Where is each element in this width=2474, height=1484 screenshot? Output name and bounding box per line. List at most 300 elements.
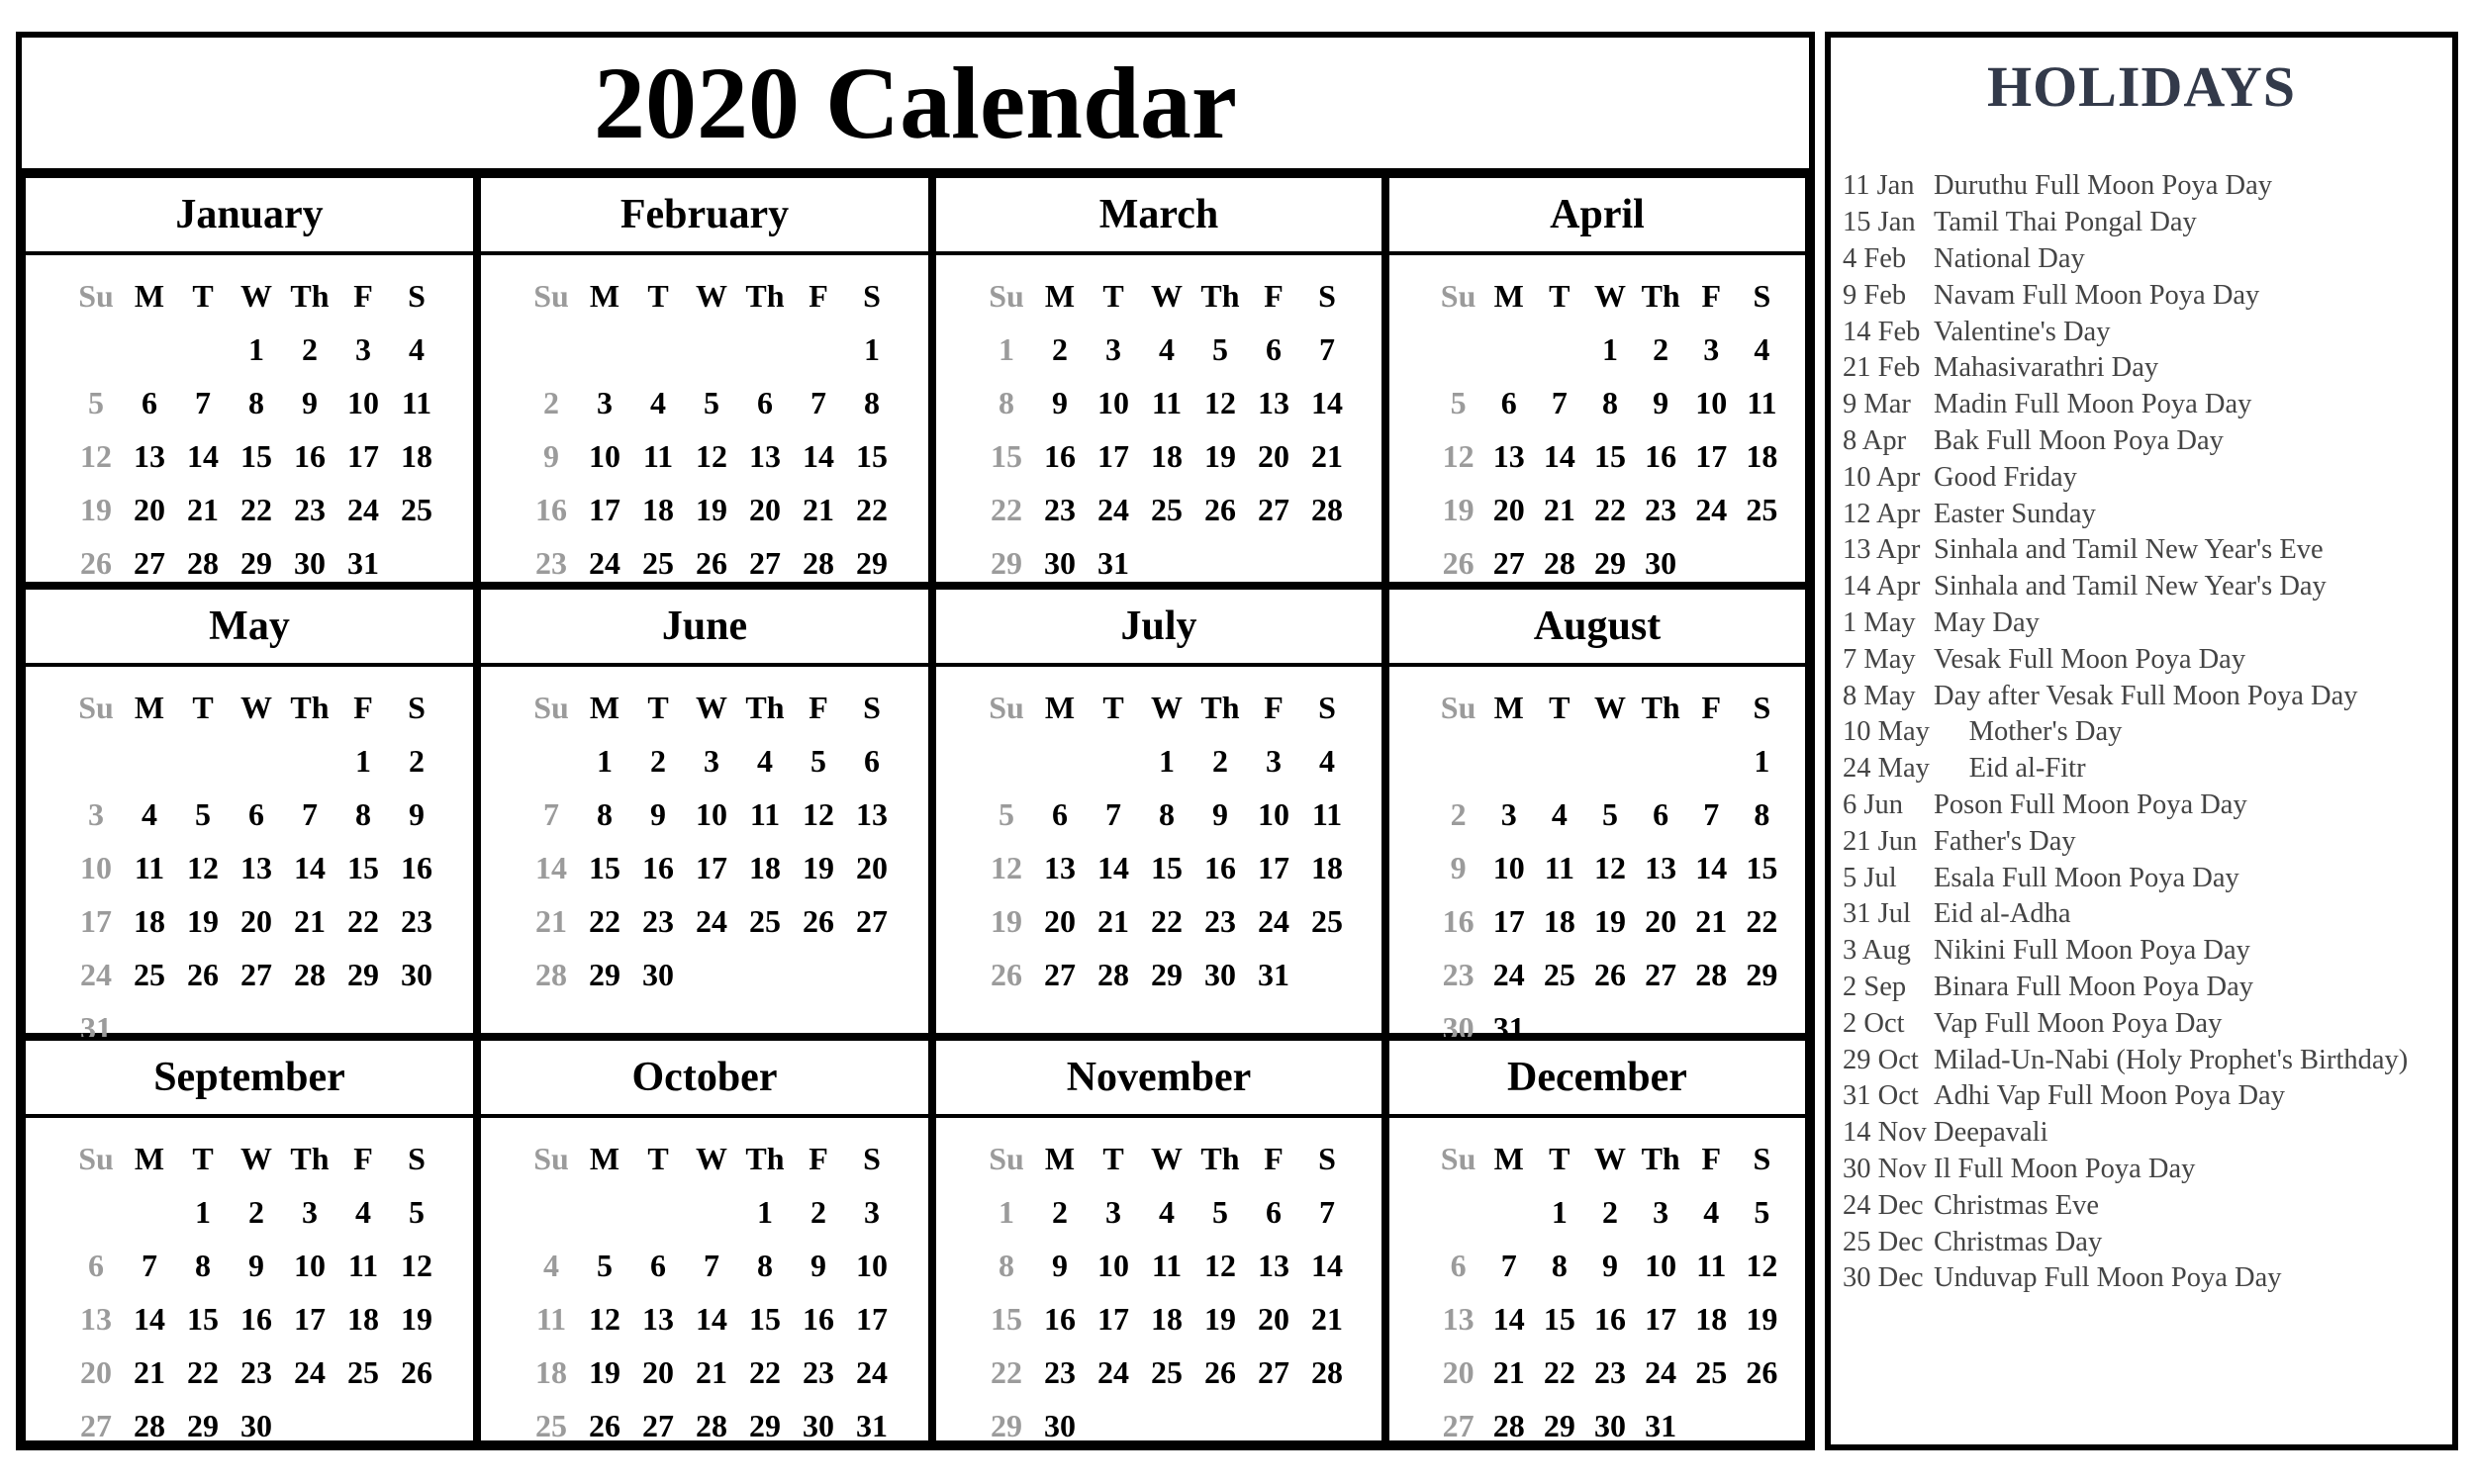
day-cell: 19 — [991, 902, 1022, 939]
day-cell: 26 — [1593, 956, 1626, 992]
weekday-header: S — [408, 689, 426, 725]
day-cell: 30 — [1442, 1009, 1475, 1046]
holiday-date: 2 Oct — [1843, 1007, 1905, 1039]
holiday-item — [1843, 459, 2448, 496]
day-cell: 8 — [864, 384, 880, 420]
day-cell: 5 — [409, 1193, 425, 1230]
day-cell: 13 — [134, 437, 165, 474]
weekday-header: Th — [1641, 689, 1680, 725]
day-cell: 25 — [401, 491, 432, 527]
day-cell: 19 — [1204, 1300, 1236, 1337]
weekday-header: T — [1549, 689, 1570, 725]
day-cell: 26 — [401, 1353, 432, 1390]
day-cell: 26 — [187, 956, 219, 992]
day-cell: 5 — [810, 742, 826, 779]
day-cell: 26 — [1746, 1353, 1778, 1390]
day-cell: 8 — [597, 795, 613, 832]
weekday-header: W — [1593, 277, 1626, 314]
weekday-header: W — [1151, 689, 1183, 725]
day-cell: 26 — [696, 544, 727, 581]
day-cell: 1 — [757, 1193, 773, 1230]
weekday-header: F — [1264, 689, 1284, 725]
weekday-header: S — [1318, 277, 1336, 314]
calendar-panel — [16, 32, 1815, 1450]
day-cell: 8 — [757, 1247, 773, 1283]
day-cell: 27 — [1258, 1353, 1289, 1390]
day-cell: 15 — [749, 1300, 781, 1337]
day-cell: 27 — [80, 1407, 112, 1443]
day-grid — [1389, 269, 1805, 590]
day-cell: 19 — [80, 491, 112, 527]
day-cell: 15 — [240, 437, 272, 474]
holiday-item — [1843, 1078, 2448, 1115]
day-cell: 25 — [1695, 1353, 1728, 1390]
holiday-item — [1843, 1005, 2448, 1042]
day-cell: 24 — [1258, 902, 1289, 939]
day-cell: 20 — [1258, 437, 1289, 474]
week-row — [936, 429, 1381, 483]
weekday-header: T — [647, 1140, 669, 1176]
day-grid — [936, 269, 1381, 590]
day-cell: 12 — [80, 437, 112, 474]
weekday-header: F — [1264, 277, 1284, 314]
day-cell: 13 — [749, 437, 781, 474]
month-name: July — [936, 590, 1381, 667]
day-cell: 10 — [856, 1247, 888, 1283]
weekday-header: Th — [290, 277, 330, 314]
week-row — [26, 788, 473, 841]
day-cell: 14 — [1492, 1300, 1525, 1337]
day-cell: 5 — [597, 1247, 613, 1283]
day-cell: 26 — [991, 956, 1022, 992]
day-cell: 11 — [1544, 849, 1574, 885]
day-cell: 7 — [1105, 795, 1121, 832]
day-cell: 28 — [1311, 491, 1343, 527]
day-cell: 15 — [347, 849, 379, 885]
day-cell: 22 — [1151, 902, 1183, 939]
holiday-date: 13 Apr — [1843, 534, 1921, 566]
holiday-item — [1843, 678, 2448, 714]
week-row — [1389, 841, 1805, 894]
day-cell: 26 — [1442, 544, 1475, 581]
week-row — [1389, 1292, 1805, 1345]
day-cell: 15 — [856, 437, 888, 474]
holiday-date: 14 Nov — [1843, 1117, 1927, 1149]
day-cell: 13 — [1258, 384, 1289, 420]
day-cell: 4 — [1319, 742, 1335, 779]
day-cell: 14 — [1311, 1247, 1343, 1283]
day-cell: 22 — [1746, 902, 1778, 939]
day-cell: 3 — [1105, 330, 1121, 367]
holidays-panel — [1825, 32, 2458, 1450]
week-row — [1389, 1239, 1805, 1292]
day-cell: 31 — [1258, 956, 1289, 992]
day-cell: 6 — [142, 384, 157, 420]
weekday-header: Su — [1440, 689, 1476, 725]
weekday-header: Su — [1440, 1140, 1476, 1176]
holiday-item — [1843, 350, 2448, 387]
day-cell: 29 — [589, 956, 620, 992]
holiday-date: 9 Mar — [1843, 389, 1911, 420]
day-cell: 25 — [134, 956, 165, 992]
holiday-date: 30 Nov — [1843, 1153, 1927, 1184]
day-cell: 2 — [810, 1193, 826, 1230]
day-cell: 28 — [696, 1407, 727, 1443]
week-row — [1389, 788, 1805, 841]
holiday-item — [1843, 970, 2448, 1006]
day-cell: 28 — [1543, 544, 1575, 581]
week-row — [936, 1185, 1381, 1239]
weekday-header: Su — [989, 689, 1024, 725]
holiday-date: 24 May — [1843, 753, 1930, 785]
holiday-date: 14 Apr — [1843, 571, 1921, 603]
day-cell: 24 — [1695, 491, 1728, 527]
day-cell: 21 — [696, 1353, 727, 1390]
day-cell: 19 — [589, 1353, 620, 1390]
page-title: 2020 Calendar — [22, 38, 1809, 174]
day-cell: 1 — [999, 1193, 1014, 1230]
day-cell: 11 — [642, 437, 674, 474]
month-august — [1385, 586, 1809, 1046]
weekday-header-row — [1389, 269, 1805, 323]
holiday-date: 2 Sep — [1843, 971, 1907, 1002]
day-cell: 10 — [1097, 1247, 1129, 1283]
day-cell: 10 — [1645, 1247, 1677, 1283]
day-grid — [481, 1132, 928, 1452]
day-cell: 17 — [1097, 1300, 1129, 1337]
day-cell: 17 — [294, 1300, 326, 1337]
day-cell: 14 — [294, 849, 326, 885]
holiday-name: Father's Day — [1934, 825, 2076, 857]
holiday-item — [1843, 1224, 2448, 1260]
day-cell: 23 — [1204, 902, 1236, 939]
week-row — [26, 1292, 473, 1345]
day-cell: 17 — [1695, 437, 1728, 474]
weekday-header: T — [192, 689, 214, 725]
day-cell: 11 — [749, 795, 781, 832]
day-cell: 7 — [704, 1247, 719, 1283]
day-cell: 19 — [1442, 491, 1475, 527]
day-cell: 19 — [1204, 437, 1236, 474]
day-cell: 2 — [409, 742, 425, 779]
holiday-item — [1843, 714, 2448, 751]
holiday-name: May Day — [1934, 606, 2040, 638]
day-cell: 21 — [294, 902, 326, 939]
day-cell: 13 — [1645, 849, 1677, 885]
day-cell: 23 — [401, 902, 432, 939]
week-row — [26, 483, 473, 536]
day-cell: 13 — [240, 849, 272, 885]
day-cell: 17 — [856, 1300, 888, 1337]
day-cell: 11 — [1747, 384, 1777, 420]
day-cell: 27 — [1492, 544, 1525, 581]
weekday-header-row — [481, 681, 928, 734]
holiday-name: Il Full Moon Poya Day — [1934, 1153, 2196, 1184]
day-cell: 27 — [240, 956, 272, 992]
weekday-header: F — [353, 1140, 373, 1176]
weekday-header: M — [1044, 689, 1076, 725]
day-cell: 27 — [1442, 1407, 1475, 1443]
week-row — [936, 323, 1381, 376]
day-cell: 1 — [248, 330, 264, 367]
day-cell: 28 — [1695, 956, 1728, 992]
holiday-item — [1843, 168, 2448, 205]
weekday-header: M — [134, 1140, 165, 1176]
day-cell: 16 — [803, 1300, 834, 1337]
day-cell: 28 — [1492, 1407, 1525, 1443]
month-name: March — [936, 178, 1381, 255]
day-cell: 1 — [999, 330, 1014, 367]
day-cell: 12 — [1204, 1247, 1236, 1283]
day-cell: 25 — [347, 1353, 379, 1390]
day-cell: 27 — [642, 1407, 674, 1443]
day-cell: 4 — [543, 1247, 559, 1283]
day-cell: 16 — [1044, 1300, 1076, 1337]
day-cell: 18 — [1311, 849, 1343, 885]
week-row — [1389, 483, 1805, 536]
month-october — [477, 1037, 932, 1444]
day-cell: 25 — [1543, 956, 1575, 992]
day-cell: 14 — [134, 1300, 165, 1337]
day-cell: 15 — [589, 849, 620, 885]
day-cell: 5 — [88, 384, 104, 420]
day-cell: 30 — [240, 1407, 272, 1443]
day-cell: 13 — [1258, 1247, 1289, 1283]
day-cell: 25 — [749, 902, 781, 939]
holiday-date: 12 Apr — [1843, 498, 1921, 529]
week-row — [481, 323, 928, 376]
day-grid — [26, 269, 473, 590]
day-cell: 28 — [294, 956, 326, 992]
holiday-item — [1843, 569, 2448, 605]
holiday-date: 11 Jan — [1843, 170, 1915, 202]
day-cell: 20 — [134, 491, 165, 527]
weekday-header-row — [481, 1132, 928, 1185]
weekday-header: S — [1318, 1140, 1336, 1176]
day-cell: 10 — [696, 795, 727, 832]
holiday-item — [1843, 641, 2448, 678]
day-grid — [26, 681, 473, 1055]
day-cell: 28 — [134, 1407, 165, 1443]
weekday-header: M — [134, 689, 165, 725]
day-cell: 29 — [240, 544, 272, 581]
day-cell: 25 — [535, 1407, 567, 1443]
holiday-item — [1843, 823, 2448, 860]
holiday-name: Good Friday — [1934, 461, 2077, 493]
day-cell: 4 — [1159, 330, 1175, 367]
week-row — [481, 948, 928, 1001]
day-cell: 3 — [88, 795, 104, 832]
day-cell: 29 — [187, 1407, 219, 1443]
day-cell: 21 — [1311, 437, 1343, 474]
day-cell: 16 — [1044, 437, 1076, 474]
holiday-name: National Day — [1934, 242, 2085, 274]
holiday-date: 25 Dec — [1843, 1226, 1924, 1257]
day-cell: 28 — [1097, 956, 1129, 992]
day-cell: 26 — [1204, 491, 1236, 527]
day-grid — [1389, 1132, 1805, 1452]
day-cell: 23 — [642, 902, 674, 939]
week-row — [936, 1399, 1381, 1452]
day-cell: 7 — [1703, 795, 1720, 832]
holiday-item — [1843, 896, 2448, 933]
day-cell: 10 — [1695, 384, 1728, 420]
day-cell: 4 — [355, 1193, 371, 1230]
holiday-item — [1843, 1152, 2448, 1188]
weekday-header: F — [809, 1140, 828, 1176]
day-cell: 6 — [248, 795, 264, 832]
day-cell: 12 — [1746, 1247, 1778, 1283]
day-cell: 7 — [543, 795, 559, 832]
day-cell: 5 — [999, 795, 1014, 832]
weekday-header: Th — [1641, 277, 1680, 314]
week-row — [481, 841, 928, 894]
weekday-header-row — [936, 1132, 1381, 1185]
weekday-header: Th — [290, 689, 330, 725]
day-cell: 11 — [535, 1300, 567, 1337]
day-cell: 17 — [1645, 1300, 1677, 1337]
holiday-name: Nikini Full Moon Poya Day — [1934, 935, 2250, 967]
day-cell: 21 — [1695, 902, 1728, 939]
holiday-date: 31 Oct — [1843, 1080, 1919, 1112]
week-row — [936, 948, 1381, 1001]
holiday-date: 10 Apr — [1843, 461, 1921, 493]
day-cell: 16 — [1442, 902, 1475, 939]
day-cell: 18 — [1543, 902, 1575, 939]
day-cell: 8 — [248, 384, 264, 420]
day-cell: 26 — [803, 902, 834, 939]
day-cell: 6 — [1266, 330, 1282, 367]
day-cell: 24 — [1097, 491, 1129, 527]
day-cell: 27 — [1258, 491, 1289, 527]
weekday-header: T — [1102, 1140, 1124, 1176]
day-cell: 16 — [642, 849, 674, 885]
day-cell: 1 — [1551, 1193, 1568, 1230]
day-cell: 23 — [803, 1353, 834, 1390]
week-row — [936, 841, 1381, 894]
day-cell: 6 — [1450, 1247, 1467, 1283]
week-row — [936, 1345, 1381, 1399]
day-cell: 9 — [1212, 795, 1228, 832]
holiday-name: Duruthu Full Moon Poya Day — [1934, 170, 2272, 202]
day-cell: 27 — [856, 902, 888, 939]
day-cell: 14 — [535, 849, 567, 885]
day-cell: 3 — [355, 330, 371, 367]
day-cell: 29 — [991, 1407, 1022, 1443]
day-cell: 28 — [803, 544, 834, 581]
day-cell: 1 — [1754, 742, 1770, 779]
day-cell: 14 — [1543, 437, 1575, 474]
day-cell: 1 — [355, 742, 371, 779]
day-cell: 6 — [650, 1247, 666, 1283]
weekday-header: F — [1701, 1140, 1722, 1176]
day-cell: 15 — [1746, 849, 1778, 885]
holiday-date: 8 May — [1843, 680, 1916, 711]
holiday-date: 3 Aug — [1843, 935, 1911, 967]
day-cell: 6 — [1052, 795, 1068, 832]
holiday-date: 1 May — [1843, 606, 1916, 638]
day-cell: 30 — [1044, 544, 1076, 581]
day-cell: 29 — [1746, 956, 1778, 992]
day-cell: 28 — [187, 544, 219, 581]
day-cell: 22 — [991, 1353, 1022, 1390]
holiday-item — [1843, 1042, 2448, 1078]
day-grid — [936, 681, 1381, 1001]
weekday-header-row — [481, 269, 928, 323]
holiday-date: 4 Feb — [1843, 242, 1907, 274]
month-june — [477, 586, 932, 1037]
day-cell: 24 — [589, 544, 620, 581]
month-january — [22, 174, 477, 586]
weekday-header: M — [589, 689, 620, 725]
day-cell: 25 — [1151, 491, 1183, 527]
week-row — [936, 483, 1381, 536]
holiday-item — [1843, 277, 2448, 314]
day-cell: 3 — [1653, 1193, 1669, 1230]
day-cell: 10 — [1492, 849, 1525, 885]
holiday-name: Sinhala and Tamil New Year's Day — [1934, 571, 2327, 603]
day-cell: 5 — [1212, 330, 1228, 367]
weekday-header: W — [1151, 1140, 1183, 1176]
day-cell: 20 — [1044, 902, 1076, 939]
day-cell: 1 — [1601, 330, 1618, 367]
day-cell: 5 — [1450, 384, 1467, 420]
holiday-date: 29 Oct — [1843, 1044, 1919, 1075]
month-name: January — [26, 178, 473, 255]
day-cell: 29 — [991, 544, 1022, 581]
day-cell: 16 — [401, 849, 432, 885]
day-cell: 31 — [1492, 1009, 1525, 1046]
weekday-header: W — [696, 689, 727, 725]
holiday-name: Bak Full Moon Poya Day — [1934, 424, 2224, 456]
day-cell: 9 — [1450, 849, 1467, 885]
month-july — [932, 586, 1385, 1037]
week-row — [26, 323, 473, 376]
weekday-header: W — [240, 277, 272, 314]
week-row — [1389, 948, 1805, 1001]
weekday-header-row — [936, 269, 1381, 323]
day-cell: 11 — [401, 384, 432, 420]
week-row — [481, 429, 928, 483]
day-cell: 2 — [1052, 330, 1068, 367]
day-cell: 29 — [749, 1407, 781, 1443]
day-cell: 2 — [1653, 330, 1669, 367]
holiday-item — [1843, 423, 2448, 460]
day-cell: 12 — [589, 1300, 620, 1337]
day-cell: 12 — [696, 437, 727, 474]
day-cell: 7 — [810, 384, 826, 420]
holiday-name: Navam Full Moon Poya Day — [1934, 279, 2260, 311]
day-cell: 19 — [803, 849, 834, 885]
weekday-header-row — [26, 269, 473, 323]
holiday-date: 15 Jan — [1843, 207, 1916, 238]
day-cell: 4 — [1159, 1193, 1175, 1230]
holiday-date: 30 Dec — [1843, 1262, 1924, 1294]
holiday-name: Easter Sunday — [1934, 498, 2096, 529]
day-cell: 29 — [1543, 1407, 1575, 1443]
month-april — [1385, 174, 1809, 586]
weekday-header-row — [1389, 681, 1805, 734]
day-cell: 18 — [1746, 437, 1778, 474]
day-grid — [481, 269, 928, 590]
holiday-name: Deepavali — [1934, 1117, 2048, 1149]
day-cell: 11 — [347, 1247, 379, 1283]
weekday-header: F — [809, 277, 828, 314]
day-cell: 22 — [187, 1353, 219, 1390]
day-cell: 12 — [1204, 384, 1236, 420]
day-cell: 19 — [401, 1300, 432, 1337]
day-cell: 15 — [1543, 1300, 1575, 1337]
